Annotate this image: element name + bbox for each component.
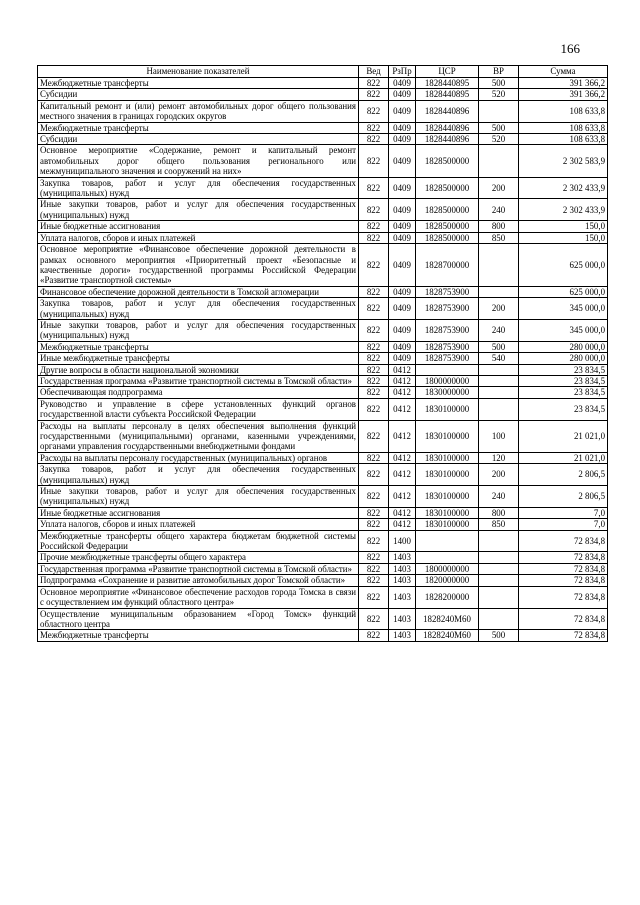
row-ved: 822 [359, 586, 389, 608]
row-csr: 1828753900 [416, 319, 479, 341]
row-vr: 520 [479, 89, 519, 100]
budget-table [37, 65, 608, 642]
row-rzpr: 0409 [389, 145, 416, 177]
row-rzpr: 0409 [389, 221, 416, 232]
row-ved: 822 [359, 552, 389, 563]
row-vr [479, 608, 519, 630]
row-csr: 1828440895 [416, 78, 479, 89]
row-ved: 822 [359, 398, 389, 420]
row-vr: 520 [479, 134, 519, 145]
header-sum: Сумма [519, 66, 608, 78]
row-sum: 72 834,8 [519, 630, 608, 641]
table-row [38, 375, 608, 386]
row-sum: 72 834,8 [519, 608, 608, 630]
table-row [38, 353, 608, 364]
row-vr: 800 [479, 507, 519, 518]
row-ved: 822 [359, 298, 389, 320]
table-row [38, 221, 608, 232]
row-sum: 21 021,0 [519, 452, 608, 463]
row-vr: 800 [479, 221, 519, 232]
row-vr: 240 [479, 319, 519, 341]
row-ved: 822 [359, 353, 389, 364]
row-rzpr: 0412 [389, 364, 416, 375]
row-sum: 2 302 433,9 [519, 199, 608, 221]
row-name: Иные закупки товаров, работ и услуг для обеспечения государственных (муниципальных) нужд [38, 319, 359, 341]
row-ved: 822 [359, 507, 389, 518]
row-sum: 72 834,8 [519, 563, 608, 574]
row-vr [479, 398, 519, 420]
row-rzpr: 0409 [389, 244, 416, 287]
row-name: Расходы на выплаты персоналу в целях обеспечения выполнения функций государственными (муниципальными) органами, казенными учреждениями, органами управления государственными внебюджетными фондами [38, 420, 359, 452]
row-csr [416, 552, 479, 563]
table-row [38, 552, 608, 563]
row-sum: 280 000,0 [519, 353, 608, 364]
table-row [38, 519, 608, 530]
row-rzpr: 1400 [389, 530, 416, 552]
table-row [38, 122, 608, 133]
row-name: Иные бюджетные ассигнования [38, 507, 359, 518]
row-name: Уплата налогов, сборов и иных платежей [38, 232, 359, 243]
row-csr: 1828500000 [416, 221, 479, 232]
table-row [38, 199, 608, 221]
row-csr: 1830000000 [416, 387, 479, 398]
row-vr [479, 586, 519, 608]
row-ved: 822 [359, 341, 389, 352]
row-rzpr: 0409 [389, 199, 416, 221]
row-csr: 1828440896 [416, 122, 479, 133]
row-name: Другие вопросы в области национальной экономики [38, 364, 359, 375]
row-csr: 1828440896 [416, 134, 479, 145]
table-row [38, 177, 608, 199]
row-ved: 822 [359, 519, 389, 530]
row-csr: 1830100000 [416, 519, 479, 530]
row-sum: 345 000,0 [519, 319, 608, 341]
row-rzpr: 0412 [389, 452, 416, 463]
row-sum: 391 366,2 [519, 78, 608, 89]
row-sum: 625 000,0 [519, 244, 608, 287]
row-csr: 1828700000 [416, 244, 479, 287]
table-row [38, 78, 608, 89]
row-vr: 200 [479, 298, 519, 320]
row-sum: 2 302 433,9 [519, 177, 608, 199]
row-rzpr: 0412 [389, 387, 416, 398]
row-vr [479, 244, 519, 287]
row-vr: 500 [479, 341, 519, 352]
row-vr [479, 530, 519, 552]
row-sum: 280 000,0 [519, 341, 608, 352]
row-name: Расходы на выплаты персоналу государственных (муниципальных) органов [38, 452, 359, 463]
row-sum: 72 834,8 [519, 575, 608, 586]
row-vr: 200 [479, 464, 519, 486]
row-csr: 1828753900 [416, 341, 479, 352]
row-name: Иные межбюджетные трансферты [38, 353, 359, 364]
row-rzpr: 0409 [389, 353, 416, 364]
table-row [38, 608, 608, 630]
row-name: Иные закупки товаров, работ и услуг для обеспечения государственных (муниципальных) нужд [38, 486, 359, 508]
table-row [38, 586, 608, 608]
row-vr [479, 286, 519, 297]
table-row [38, 298, 608, 320]
row-name: Закупка товаров, работ и услуг для обеспечения государственных (муниципальных) нужд [38, 464, 359, 486]
row-sum: 150,0 [519, 232, 608, 243]
row-name: Межбюджетные трансферты [38, 122, 359, 133]
row-name: Прочие межбюджетные трансферты общего характера [38, 552, 359, 563]
row-sum: 23 834,5 [519, 364, 608, 375]
row-sum: 625 000,0 [519, 286, 608, 297]
row-ved: 822 [359, 464, 389, 486]
row-vr [479, 552, 519, 563]
row-sum: 2 806,5 [519, 486, 608, 508]
row-name: Иные бюджетные ассигнования [38, 221, 359, 232]
table-row [38, 232, 608, 243]
row-csr [416, 530, 479, 552]
row-csr: 1828440895 [416, 89, 479, 100]
row-csr: 1830100000 [416, 398, 479, 420]
row-name: Основное мероприятие «Финансовое обеспечение расходов города Томска в связи с осуществлением им функций областного центра» [38, 586, 359, 608]
row-rzpr: 0409 [389, 232, 416, 243]
table-row [38, 319, 608, 341]
row-rzpr: 1403 [389, 563, 416, 574]
row-rzpr: 0412 [389, 375, 416, 386]
row-ved: 822 [359, 244, 389, 287]
table-row [38, 630, 608, 641]
row-rzpr: 1403 [389, 586, 416, 608]
row-sum: 2 302 583,9 [519, 145, 608, 177]
row-rzpr: 0412 [389, 486, 416, 508]
row-vr [479, 364, 519, 375]
table-row [38, 464, 608, 486]
row-vr: 500 [479, 78, 519, 89]
row-ved: 822 [359, 100, 389, 122]
row-csr: 1828240М60 [416, 630, 479, 641]
table-row [38, 452, 608, 463]
row-vr: 850 [479, 519, 519, 530]
row-csr: 1828500000 [416, 199, 479, 221]
row-ved: 822 [359, 375, 389, 386]
row-csr: 1828440896 [416, 100, 479, 122]
row-rzpr: 1403 [389, 608, 416, 630]
row-ved: 822 [359, 530, 389, 552]
row-csr: 1830100000 [416, 420, 479, 452]
row-csr: 1828240М60 [416, 608, 479, 630]
table-row [38, 89, 608, 100]
row-name: Финансовое обеспечение дорожной деятельности в Томской агломерации [38, 286, 359, 297]
header-ved: Вед [359, 66, 389, 78]
row-name: Основное мероприятие «Содержание, ремонт и капитальный ремонт автомобильных дорог общего пользования регионального или межмуниципального значения и сооружений на них» [38, 145, 359, 177]
table-row [38, 563, 608, 574]
row-vr: 500 [479, 630, 519, 641]
table-row [38, 286, 608, 297]
row-name: Государственная программа «Развитие транспортной системы в Томской области» [38, 563, 359, 574]
row-rzpr: 0409 [389, 89, 416, 100]
row-csr: 1800000000 [416, 563, 479, 574]
row-ved: 822 [359, 286, 389, 297]
table-row [38, 134, 608, 145]
row-name: Межбюджетные трансферты общего характера бюджетам бюджетной системы Российской Федерации [38, 530, 359, 552]
row-name: Иные закупки товаров, работ и услуг для обеспечения государственных (муниципальных) нужд [38, 199, 359, 221]
table-row [38, 100, 608, 122]
row-ved: 822 [359, 563, 389, 574]
row-name: Уплата налогов, сборов и иных платежей [38, 519, 359, 530]
row-rzpr: 0412 [389, 398, 416, 420]
row-rzpr: 0409 [389, 78, 416, 89]
row-vr: 200 [479, 177, 519, 199]
row-sum: 108 633,8 [519, 134, 608, 145]
row-name: Руководство и управление в сфере установленных функций органов государственной власти субъекта Российской Федерации [38, 398, 359, 420]
row-ved: 822 [359, 199, 389, 221]
page-number: 166 [560, 41, 580, 56]
row-rzpr: 0412 [389, 507, 416, 518]
table-row [38, 145, 608, 177]
table-row [38, 486, 608, 508]
row-sum: 7,0 [519, 507, 608, 518]
row-vr: 240 [479, 199, 519, 221]
row-name: Закупка товаров, работ и услуг для обеспечения государственных (муниципальных) нужд [38, 298, 359, 320]
row-csr: 1830100000 [416, 507, 479, 518]
table-row [38, 387, 608, 398]
row-vr: 540 [479, 353, 519, 364]
table-header-row [38, 66, 608, 78]
row-ved: 822 [359, 608, 389, 630]
row-rzpr: 0409 [389, 177, 416, 199]
row-sum: 345 000,0 [519, 298, 608, 320]
row-csr: 1828500000 [416, 177, 479, 199]
row-csr: 1830100000 [416, 464, 479, 486]
header-name: Наименование показателей [38, 66, 359, 78]
row-rzpr: 0409 [389, 319, 416, 341]
row-csr: 1830100000 [416, 486, 479, 508]
header-rzpr: РзПр [389, 66, 416, 78]
table-row [38, 420, 608, 452]
row-sum: 2 806,5 [519, 464, 608, 486]
row-vr: 500 [479, 122, 519, 133]
table-row [38, 575, 608, 586]
row-ved: 822 [359, 364, 389, 375]
row-vr: 100 [479, 420, 519, 452]
row-ved: 822 [359, 319, 389, 341]
row-sum: 23 834,5 [519, 387, 608, 398]
row-name: Государственная программа «Развитие транспортной системы в Томской области» [38, 375, 359, 386]
header-vr: ВР [479, 66, 519, 78]
row-sum: 72 834,8 [519, 552, 608, 563]
table-row [38, 398, 608, 420]
row-rzpr: 0409 [389, 286, 416, 297]
row-vr [479, 100, 519, 122]
row-vr: 120 [479, 452, 519, 463]
row-ved: 822 [359, 78, 389, 89]
row-rzpr: 1403 [389, 630, 416, 641]
row-ved: 822 [359, 221, 389, 232]
row-ved: 822 [359, 122, 389, 133]
row-sum: 7,0 [519, 519, 608, 530]
row-sum: 108 633,8 [519, 122, 608, 133]
row-name: Субсидии [38, 134, 359, 145]
row-vr [479, 563, 519, 574]
row-name: Капитальный ремонт и (или) ремонт автомобильных дорог общего пользования местного значения в границах городских округов [38, 100, 359, 122]
table-row [38, 364, 608, 375]
row-name: Осуществление муниципальным образованием «Город Томск» функций областного центра [38, 608, 359, 630]
row-ved: 822 [359, 387, 389, 398]
row-vr [479, 575, 519, 586]
row-name: Межбюджетные трансферты [38, 341, 359, 352]
row-vr [479, 375, 519, 386]
row-rzpr: 1403 [389, 552, 416, 563]
row-ved: 822 [359, 452, 389, 463]
row-ved: 822 [359, 145, 389, 177]
row-ved: 822 [359, 575, 389, 586]
row-vr: 240 [479, 486, 519, 508]
row-name: Субсидии [38, 89, 359, 100]
row-name: Межбюджетные трансферты [38, 78, 359, 89]
table-row [38, 530, 608, 552]
row-vr [479, 145, 519, 177]
row-sum: 108 633,8 [519, 100, 608, 122]
row-rzpr: 0412 [389, 464, 416, 486]
row-csr: 1828753900 [416, 353, 479, 364]
row-csr: 1820000000 [416, 575, 479, 586]
row-sum: 150,0 [519, 221, 608, 232]
row-vr [479, 387, 519, 398]
row-csr: 1830100000 [416, 452, 479, 463]
table-row [38, 244, 608, 287]
row-csr: 1800000000 [416, 375, 479, 386]
row-sum: 23 834,5 [519, 375, 608, 386]
row-ved: 822 [359, 232, 389, 243]
row-csr: 1828500000 [416, 145, 479, 177]
row-rzpr: 0412 [389, 420, 416, 452]
row-ved: 822 [359, 177, 389, 199]
row-ved: 822 [359, 134, 389, 145]
row-csr: 1828500000 [416, 232, 479, 243]
row-sum: 21 021,0 [519, 420, 608, 452]
row-sum: 72 834,8 [519, 586, 608, 608]
row-ved: 822 [359, 420, 389, 452]
row-name: Основное мероприятие «Финансовое обеспечение дорожной деятельности в рамках основного мероприятия «Приоритетный проект «Безопасные и качественные дороги» государственной программы Российской Федерации «Развитие транспортной системы» [38, 244, 359, 287]
row-name: Межбюджетные трансферты [38, 630, 359, 641]
row-vr: 850 [479, 232, 519, 243]
row-ved: 822 [359, 486, 389, 508]
row-sum: 23 834,5 [519, 398, 608, 420]
header-csr: ЦСР [416, 66, 479, 78]
row-name: Обеспечивающая подпрограмма [38, 387, 359, 398]
row-ved: 822 [359, 630, 389, 641]
row-rzpr: 1403 [389, 575, 416, 586]
row-csr: 1828753900 [416, 298, 479, 320]
row-csr [416, 364, 479, 375]
row-name: Подпрограмма «Сохранение и развитие автомобильных дорог Томской области» [38, 575, 359, 586]
table-row [38, 341, 608, 352]
row-rzpr: 0409 [389, 298, 416, 320]
row-name: Закупка товаров, работ и услуг для обеспечения государственных (муниципальных) нужд [38, 177, 359, 199]
row-rzpr: 0409 [389, 122, 416, 133]
row-rzpr: 0409 [389, 341, 416, 352]
row-csr: 1828200000 [416, 586, 479, 608]
row-sum: 72 834,8 [519, 530, 608, 552]
row-rzpr: 0412 [389, 519, 416, 530]
table-row [38, 507, 608, 518]
row-rzpr: 0409 [389, 134, 416, 145]
row-sum: 391 366,2 [519, 89, 608, 100]
row-csr: 1828753900 [416, 286, 479, 297]
row-ved: 822 [359, 89, 389, 100]
row-rzpr: 0409 [389, 100, 416, 122]
